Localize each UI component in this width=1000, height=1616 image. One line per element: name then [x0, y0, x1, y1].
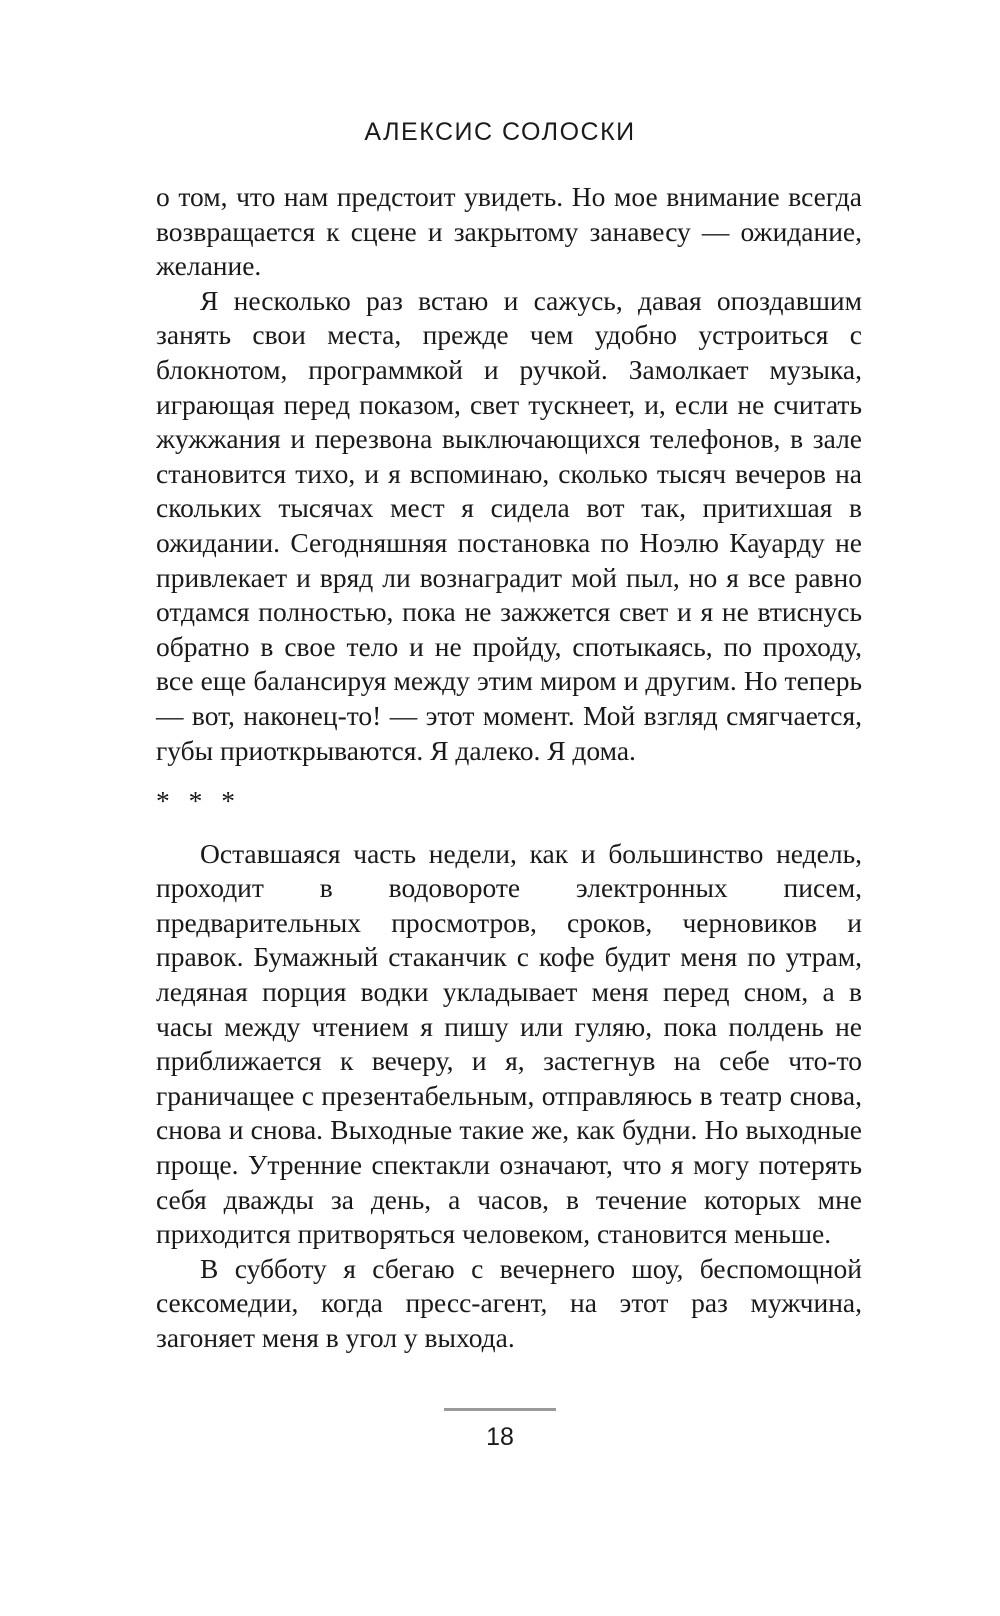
page-number: 18 — [486, 1423, 514, 1451]
footer-rule — [444, 1408, 556, 1411]
paragraph-2: Я несколько раз встаю и сажусь, давая опоздавшим занять свои места, прежде чем удобно устроиться с блокнотом, программкой и ручкой. Замолкает музыка, играющая перед показом, свет тускнеет, и, если не считать жужжания и перезвона выключающихся телефонов, в зале становится тихо, и я вспоминаю, сколько тысяч вечеров на скольких тысячах мест я сидела вот так, притихшая в ожидании. Сегодняшняя постановка по Ноэлю Кауарду не привлекает и вряд ли вознаградит мой пыл, но я все равно отдамся полностью, пока не зажжется свет и я не втиснусь обратно в свое тело и не пройду, спотыкаясь, по проходу, все еще балансируя между этим миром и другим. Но теперь — вот, наконец-то! — этот момент. Мой взгляд смягчается, губы приоткрываются. Я далеко. Я дома. — [156, 284, 862, 766]
page-footer — [0, 1408, 1000, 1452]
paragraph-1: о том, что нам предстоит увидеть. Но мое внимание всегда возвращается к сцене и закрытому занавесу — ожидание, желание. — [156, 181, 862, 282]
paragraph-4: В субботу я сбегаю с вечернего шоу, беспомощной сексомедии, когда пресс-агент, на этот раз мужчина, загоняет меня в угол у выхода. — [156, 1252, 862, 1353]
body-text — [156, 180, 862, 1356]
section-separator: * * * — [156, 785, 241, 817]
paragraph-3: Оставшаяся часть недели, как и большинство недель, проходит в водовороте электронных писем, предварительных просмотров, сроков, черновиков и правок. Бумажный стаканчик с кофе будит меня по утрам, ледяная порция водки укладывает меня перед сном, а в часы между чтением я пишу или гуляю, пока полдень не приближается к вечеру, и я, застегнув на себе что-то граничащее с презентабельным, отправляюсь в театр снова, снова и снова. Выходные такие же, как будни. Но выходные проще. Утренние спектакли означают, что я могу потерять себя дважды за день, а часов, в течение которых мне приходится притворяться человеком, становится меньше. — [156, 837, 862, 1250]
running-header: АЛЕКСИС СОЛОСКИ — [364, 118, 636, 146]
